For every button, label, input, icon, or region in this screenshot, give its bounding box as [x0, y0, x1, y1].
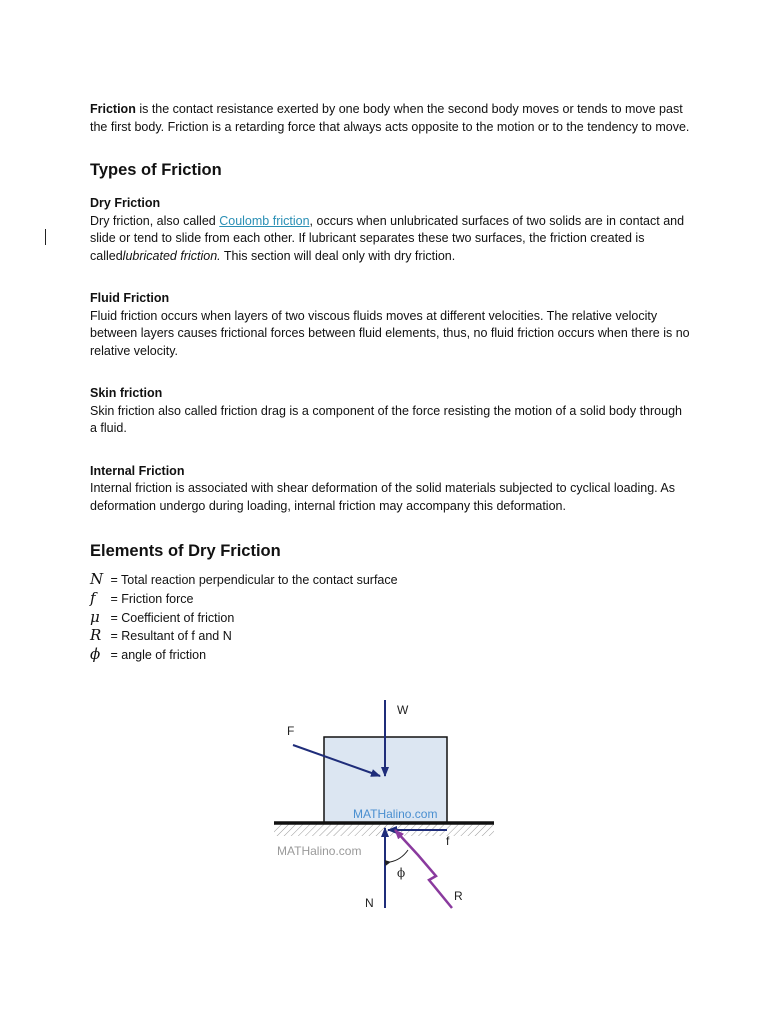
friction-diagram: [260, 690, 510, 920]
label-phi: ϕ: [397, 866, 406, 880]
label-friction: f: [446, 834, 450, 848]
label-w: W: [397, 703, 409, 717]
element-text: = angle of friction: [107, 648, 207, 663]
friction-diagram-svg: [260, 690, 510, 920]
lubricated-friction-italic: lubricated friction.: [122, 248, 221, 263]
dry-friction-text: [90, 213, 690, 266]
internal-friction-title: Internal Friction: [90, 463, 185, 478]
symbol-phi: ϕ: [90, 645, 101, 664]
intro-paragraph: [90, 101, 690, 136]
watermark-ground: MATHalino.com: [277, 844, 362, 858]
intro-bold-term: Friction: [90, 102, 136, 116]
symbol-n: N: [90, 570, 104, 588]
element-row-mu: [90, 609, 690, 628]
fluid-friction-text: Fluid friction occurs when layers of two viscous fluids moves at different velocities. The relative velocity between layers causes frictional forces between fluid elements, thus, no fluid friction occurs when there is no relative velocity.: [90, 308, 690, 358]
elements-list: [90, 571, 690, 665]
skin-friction-section: [90, 385, 690, 438]
text-cursor: [45, 229, 46, 245]
dry-friction-title: Dry Friction: [90, 196, 161, 210]
element-text: = Total reaction perpendicular to the contact surface: [107, 573, 398, 587]
angle-arc: [390, 850, 408, 862]
dry-text-pre: Dry friction, also called: [90, 213, 220, 228]
symbol-r: R: [90, 626, 102, 645]
fluid-friction-section: [90, 290, 690, 360]
elements-heading: Elements of Dry Friction: [90, 542, 281, 560]
label-n: N: [365, 896, 374, 910]
dry-text-post: , occurs when unlubricated surfaces of two solids are in contact and slide or tend to slide from each other. If lubricant separates these two surfaces, the friction created is called: [90, 213, 685, 263]
label-r: R: [454, 889, 463, 903]
element-text: = Friction force: [107, 591, 194, 606]
internal-friction-text: Internal friction is associated with shear deformation of the solid materials subjected to cyclical loading. As deformation undergo during loading, internal friction may accompany this deformation.: [90, 481, 676, 513]
coulomb-friction-link[interactable]: Coulomb friction: [219, 213, 310, 228]
skin-friction-title: Skin friction: [90, 386, 163, 400]
skin-friction-text: Skin friction also called friction drag is a component of the force resisting the motion of a solid body through a fluid.: [90, 403, 682, 435]
intro-text: is the contact resistance exerted by one body when the second body moves or tends to move past the first body. Friction is a retarding force that always acts opposite to the motion or to the tendency to move.: [90, 102, 690, 134]
label-f-applied: F: [287, 724, 295, 738]
symbol-mu: μ: [90, 607, 100, 626]
dry-text-tail: This section will deal only with dry friction.: [220, 248, 456, 263]
watermark-box: MATHalino.com: [353, 807, 438, 821]
element-text: = Resultant of f and N: [107, 629, 232, 644]
dry-friction-section: [90, 195, 690, 265]
element-row-f: [90, 590, 690, 609]
element-row-phi: [90, 646, 690, 665]
symbol-f: f: [90, 588, 96, 607]
types-heading: Types of Friction: [90, 161, 222, 179]
document-page: [90, 101, 690, 665]
fluid-friction-title: Fluid Friction: [90, 291, 170, 305]
element-row-r: [90, 627, 690, 646]
element-text: = Coefficient of friction: [107, 610, 235, 625]
element-row-n: [90, 571, 690, 590]
internal-friction-section: [90, 463, 690, 516]
